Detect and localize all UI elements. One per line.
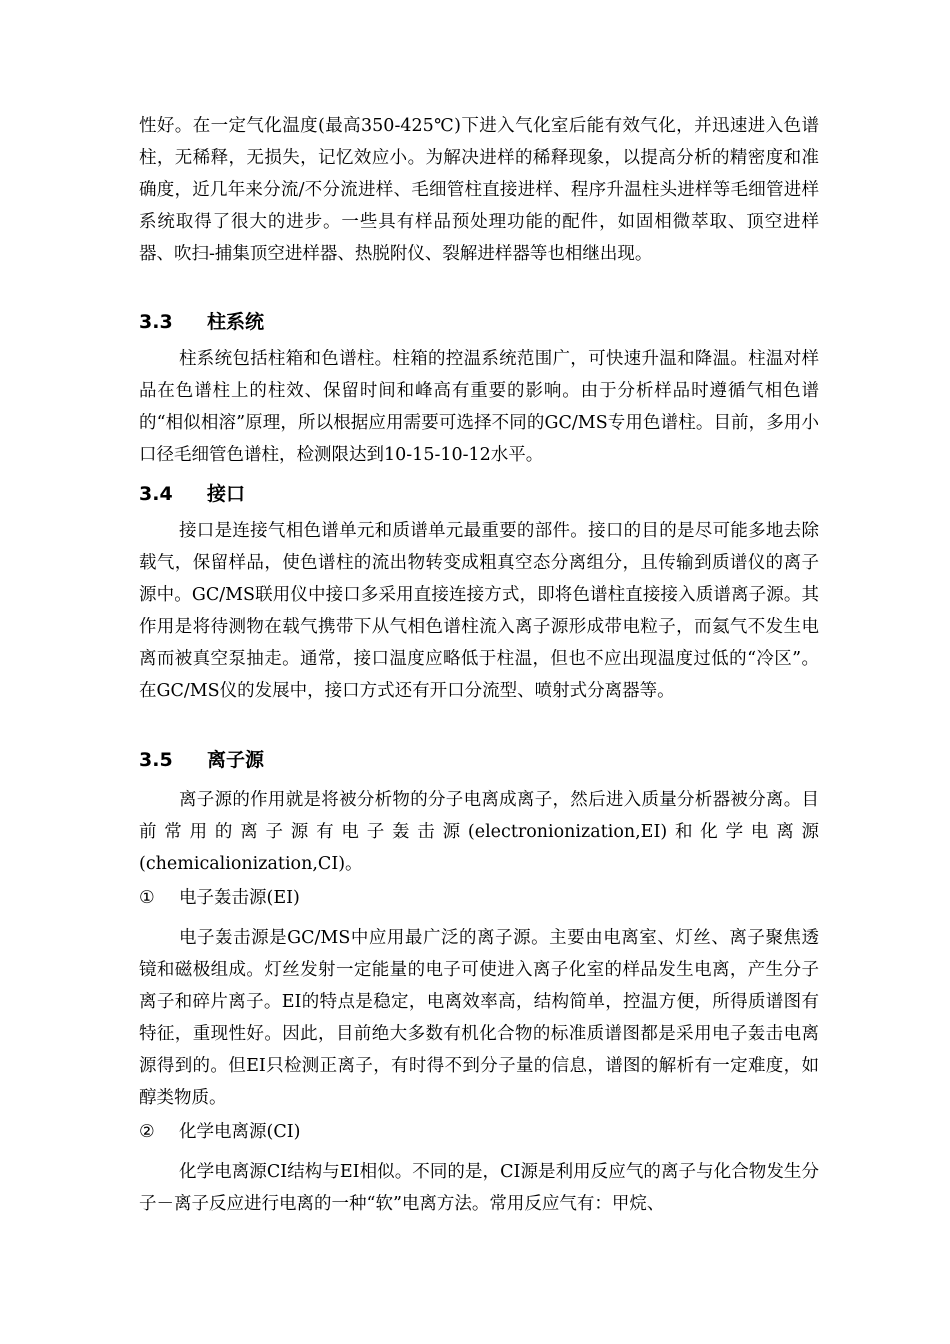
section-heading-3-4 bbox=[139, 480, 245, 508]
section-number: 3.3 bbox=[139, 311, 173, 333]
circled-number-marker: ① bbox=[139, 888, 155, 908]
section-number: 3.4 bbox=[139, 483, 173, 505]
section-title: 离子源 bbox=[207, 749, 265, 771]
paragraph-electron-impact: 电子轰击源是GC/MS中应用最广泛的离子源。主要由电离室、灯丝、离子聚焦透镜和磁极组成。灯丝发射一定能量的电子可使进入离子化室的样品发生电离，产生分子离子和碎片离子。EI的特点是稳定，电离效率高，结构简单，控温方便，所得质谱图有特征，重现性好。因此，目前绝大多数有机化合物的标准质谱图都是采用电子轰击电离源得到的。但EI只检测正离子，有时得不到分子量的信息，谱图的解析有一定难度，如醇类物质。 bbox=[139, 928, 819, 1108]
paragraph-column-system: 柱系统包括柱箱和色谱柱。柱箱的控温系统范围广，可快速升温和降温。柱温对样品在色谱柱上的柱效、保留时间和峰高有重要的影响。由于分析样品时遵循气相色谱的“相似相溶”原理，所以根据应用需要可选择不同的GC/MS专用色谱柱。目前，多用小口径毛细管色谱柱，检测限达到10-15-10-12水平。 bbox=[139, 349, 819, 465]
paragraph-ion-source: 离子源的作用就是将被分析物的分子电离成离子，然后进入质量分析器被分离。目前常用的离子源有电子轰击源(electronionization,EI)和化学电离源(chemicalionization,CI)。 bbox=[139, 790, 819, 874]
paragraph-interface: 接口是连接气相色谱单元和质谱单元最重要的部件。接口的目的是尽可能多地去除载气，保留样品，使色谱柱的流出物转变成粗真空态分离组分，且传输到质谱仪的离子源中。GC/MS联用仪中接口多采用直接连接方式，即将色谱柱直接接入质谱离子源。其作用是将待测物在载气携带下从气相色谱柱流入离子源形成带电粒子，而氦气不发生电离而被真空泵抽走。通常，接口温度应略低于柱温，但也不应出现温度过低的“冷区”。在GC/MS仪的发展中，接口方式还有开口分流型、喷射式分离器等。 bbox=[139, 521, 819, 701]
section-number: 3.5 bbox=[139, 749, 173, 771]
section-title: 柱系统 bbox=[207, 311, 265, 333]
section-heading-3-3 bbox=[139, 308, 264, 336]
section-heading-3-5 bbox=[139, 746, 264, 774]
subsection-title: 电子轰击源(EI) bbox=[179, 888, 300, 908]
subsection-heading-ei bbox=[139, 884, 300, 912]
section-title: 接口 bbox=[207, 483, 246, 505]
circled-number-marker: ② bbox=[139, 1122, 155, 1142]
subsection-heading-ci bbox=[139, 1118, 300, 1146]
paragraph-chemical-ionization: 化学电离源CI结构与EI相似。不同的是，CI源是利用反应气的离子与化合物发生分子－离子反应进行电离的一种“软”电离方法。常用反应气有：甲烷、 bbox=[139, 1162, 819, 1214]
paragraph-injection-continued: 性好。在一定气化温度(最高350-425℃)下进入气化室后能有效气化，并迅速进入色谱柱，无稀释，无损失，记忆效应小。为解决进样的稀释现象，以提高分析的精密度和准确度，近几年来分流/不分流进样、毛细管柱直接进样、程序升温柱头进样等毛细管进样系统取得了很大的进步。一些具有样品预处理功能的配件，如固相微萃取、顶空进样器、吹扫-捕集顶空进样器、热脱附仪、裂解进样器等也相继出现。 bbox=[139, 116, 819, 264]
subsection-title: 化学电离源(CI) bbox=[179, 1122, 301, 1142]
